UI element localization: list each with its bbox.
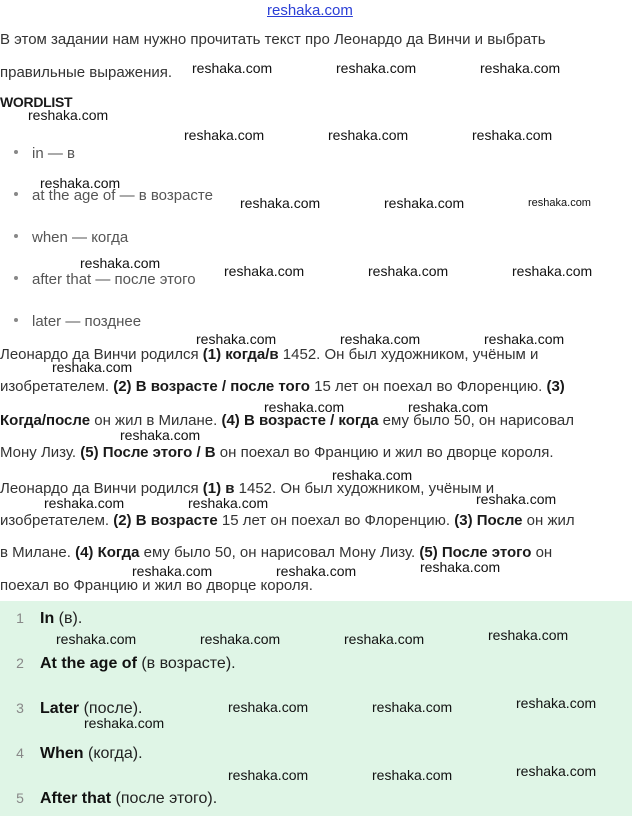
wordlist-item-text: after that — после этого bbox=[32, 271, 196, 288]
bullet-icon bbox=[14, 150, 18, 154]
watermark: reshaka.com bbox=[224, 263, 305, 279]
answer-line-3: в Милане. (4) Когда ему было 50, он нарисовал Мону Лизу. (5) После этого он bbox=[0, 544, 553, 561]
watermark: reshaka.com bbox=[512, 263, 593, 279]
watermark: reshaka.com bbox=[228, 767, 309, 783]
site-link[interactable]: reshaka.com bbox=[267, 2, 353, 19]
wordlist-title: WORDLIST bbox=[0, 94, 73, 110]
watermark: reshaka.com bbox=[44, 495, 125, 511]
watermark: reshaka.com bbox=[332, 467, 413, 483]
task-line-4: Мону Лизу. (5) После этого / В он поехал во Францию и жил во дворце короля. bbox=[0, 444, 554, 461]
watermark: reshaka.com bbox=[80, 255, 161, 271]
watermark: reshaka.com bbox=[276, 563, 357, 579]
task-line-3: Когда/после он жил в Милане. (4) В возрасте / когда ему было 50, он нарисовал bbox=[0, 412, 574, 429]
watermark: reshaka.com bbox=[228, 699, 309, 715]
watermark: reshaka.com bbox=[200, 631, 281, 647]
watermark: reshaka.com bbox=[484, 331, 565, 347]
watermark: reshaka.com bbox=[40, 175, 121, 191]
watermark: reshaka.com bbox=[480, 60, 561, 76]
watermark: reshaka.com bbox=[188, 495, 269, 511]
intro-line-1: В этом задании нам нужно прочитать текст про Леонардо да Винчи и выбрать bbox=[0, 31, 546, 48]
watermark: reshaka.com bbox=[84, 715, 165, 731]
bullet-icon bbox=[14, 276, 18, 280]
watermark: reshaka.com bbox=[408, 399, 489, 415]
wordlist-item bbox=[14, 229, 128, 246]
wordlist-item bbox=[14, 145, 75, 162]
bullet-icon bbox=[14, 234, 18, 238]
watermark: reshaka.com bbox=[516, 695, 597, 711]
watermark: reshaka.com bbox=[56, 631, 137, 647]
intro-line-2: правильные выражения. bbox=[0, 64, 173, 81]
watermark: reshaka.com bbox=[336, 60, 417, 76]
wordlist-item bbox=[14, 313, 141, 330]
watermark: reshaka.com bbox=[372, 699, 453, 715]
watermark: reshaka.com bbox=[28, 107, 109, 123]
bullet-icon bbox=[14, 192, 18, 196]
wordlist-item bbox=[14, 271, 196, 288]
task-line-2: изобретателем. (2) В возрасте / после того 15 лет он поехал во Флоренцию. (3) bbox=[0, 378, 565, 395]
bullet-icon bbox=[14, 318, 18, 322]
watermark: reshaka.com bbox=[340, 331, 421, 347]
watermark: reshaka.com bbox=[132, 563, 213, 579]
watermark: reshaka.com bbox=[184, 127, 265, 143]
watermark: reshaka.com bbox=[196, 331, 277, 347]
watermark: reshaka.com bbox=[52, 359, 133, 375]
watermark: reshaka.com bbox=[472, 127, 553, 143]
watermark: reshaka.com bbox=[516, 763, 597, 779]
watermark: reshaka.com bbox=[384, 195, 465, 211]
watermark: reshaka.com bbox=[420, 559, 501, 575]
watermark: reshaka.com bbox=[368, 263, 449, 279]
answer-item: 2 At the age of (в возрасте). bbox=[16, 655, 236, 672]
watermark: reshaka.com bbox=[476, 491, 557, 507]
watermark: reshaka.com bbox=[264, 399, 345, 415]
watermark: reshaka.com bbox=[372, 767, 453, 783]
answer-item: 3 Later (после). bbox=[16, 700, 143, 717]
answer-line-2: изобретателем. (2) В возрасте 15 лет он поехал во Флоренцию. (3) После он жил bbox=[0, 512, 575, 529]
wordlist-item-text: later — позднее bbox=[32, 313, 142, 330]
watermark: reshaka.com bbox=[240, 195, 321, 211]
watermark: reshaka.com bbox=[528, 197, 591, 209]
task-line-1: Леонардо да Винчи родился (1) когда/в 1452. Он был художником, учёным и bbox=[0, 346, 539, 363]
watermark: reshaka.com bbox=[488, 627, 569, 643]
answer-line-1: Леонардо да Винчи родился (1) в 1452. Он был художником, учёным и bbox=[0, 480, 495, 497]
wordlist-item-text: in — в bbox=[32, 145, 75, 162]
wordlist-item-text: at the age of — в возрасте bbox=[32, 187, 213, 204]
wordlist-item-text: when — когда bbox=[32, 229, 129, 246]
watermark: reshaka.com bbox=[344, 631, 425, 647]
watermark: reshaka.com bbox=[328, 127, 409, 143]
answer-item: 1 In (в). bbox=[16, 610, 83, 627]
answer-item: 5 After that (после этого). bbox=[16, 790, 218, 807]
answer-line-4: поехал во Францию и жил во дворце короля. bbox=[0, 577, 313, 594]
watermark: reshaka.com bbox=[120, 427, 201, 443]
answer-item: 4 When (когда). bbox=[16, 745, 143, 762]
watermark: reshaka.com bbox=[192, 60, 273, 76]
